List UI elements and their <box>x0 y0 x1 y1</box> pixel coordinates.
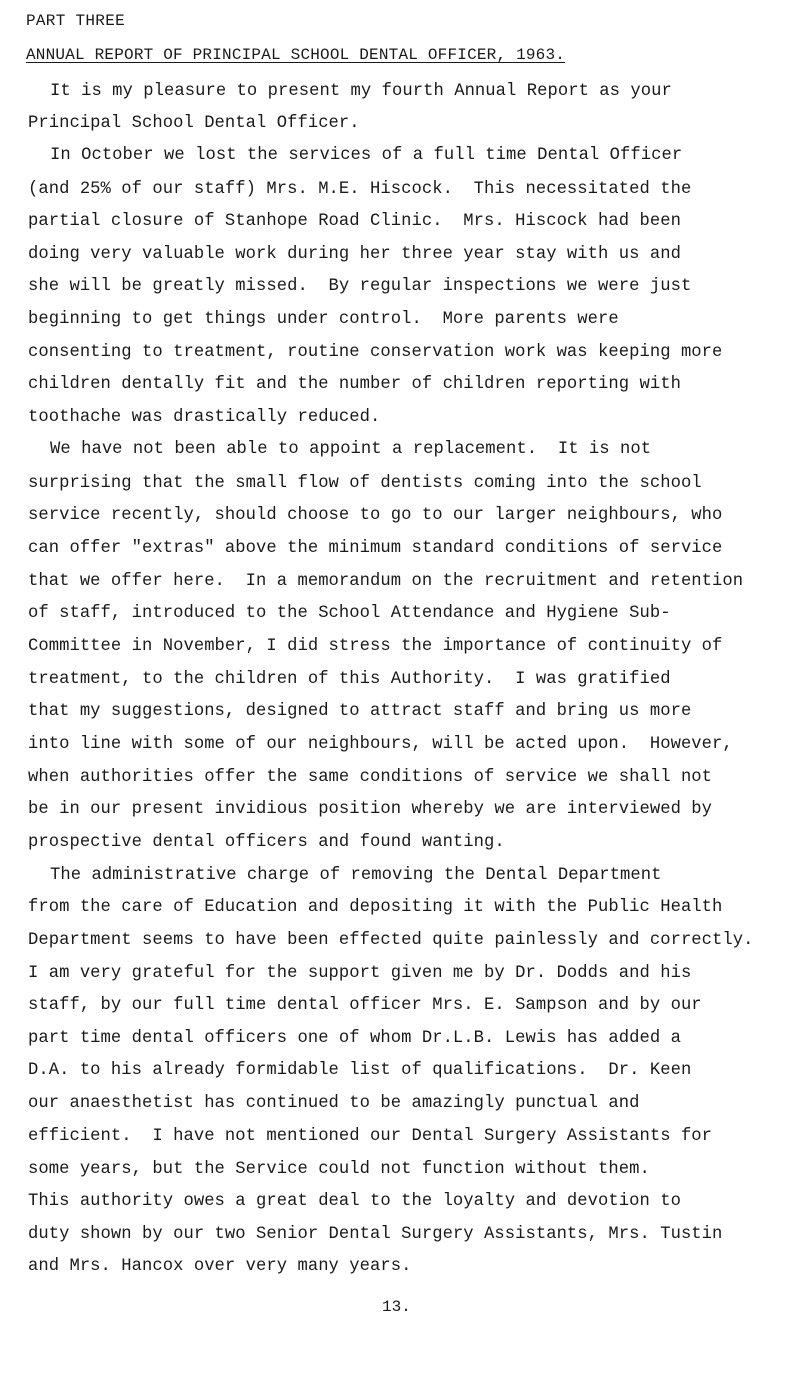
text-line: toothache was drastically reduced. <box>28 408 381 427</box>
text-line: when authorities offer the same conditions of service we shall not <box>28 768 713 787</box>
text-line: children dentally fit and the number of children reporting with <box>28 375 681 394</box>
text-line: and Mrs. Hancox over very many years. <box>28 1257 412 1276</box>
text-line: part time dental officers one of whom Dr.L.B. Lewis has added a <box>28 1029 681 1048</box>
text-line: some years, but the Service could not function without them. <box>28 1160 650 1179</box>
text-line: This authority owes a great deal to the loyalty and devotion to <box>28 1192 681 1211</box>
text-line: prospective dental officers and found wanting. <box>28 833 505 852</box>
text-line: Department seems to have been effected quite painlessly and correctly. <box>28 931 754 950</box>
text-line: Committee in November, I did stress the importance of continuity of <box>28 637 723 656</box>
text-line: into line with some of our neighbours, will be acted upon. However, <box>28 735 733 754</box>
text-line: It is my pleasure to present my fourth Annual Report as your <box>50 82 672 101</box>
text-line: be in our present invidious position whereby we are interviewed by <box>28 800 713 819</box>
text-line: duty shown by our two Senior Dental Surgery Assistants, Mrs. Tustin <box>28 1225 723 1244</box>
text-line: efficient. I have not mentioned our Dental Surgery Assistants for <box>28 1127 713 1146</box>
text-line: partial closure of Stanhope Road Clinic. Mrs. Hiscock had been <box>28 212 681 231</box>
page-number: 13. <box>382 1298 411 1316</box>
text-line: I am very grateful for the support given me by Dr. Dodds and his <box>28 964 692 983</box>
text-line: of staff, introduced to the School Attendance and Hygiene Sub- <box>28 604 671 623</box>
text-line: Principal School Dental Officer. <box>28 114 360 133</box>
text-line: service recently, should choose to go to our larger neighbours, who <box>28 506 723 525</box>
text-line: staff, by our full time dental officer Mrs. E. Sampson and by our <box>28 996 702 1015</box>
text-line: that we offer here. In a memorandum on the recruitment and retention <box>28 572 744 591</box>
text-line: consenting to treatment, routine conservation work was keeping more <box>28 343 723 362</box>
text-line: surprising that the small flow of dentists coming into the school <box>28 474 702 493</box>
report-title: ANNUAL REPORT OF PRINCIPAL SCHOOL DENTAL OFFICER, 1963. <box>26 46 566 64</box>
part-heading: PART THREE <box>26 12 126 30</box>
text-line: D.A. to his already formidable list of qualifications. Dr. Keen <box>28 1061 692 1080</box>
text-line: she will be greatly missed. By regular inspections we were just <box>28 277 692 296</box>
text-line: can offer "extras" above the minimum standard conditions of service <box>28 539 723 558</box>
text-line: that my suggestions, designed to attract staff and bring us more <box>28 702 692 721</box>
text-line: The administrative charge of removing the Dental Department <box>50 866 662 885</box>
text-line: We have not been able to appoint a replacement. It is not <box>50 440 652 459</box>
text-line: (and 25% of our staff) Mrs. M.E. Hiscock. This necessitated the <box>28 180 692 199</box>
text-line: beginning to get things under control. More parents were <box>28 310 619 329</box>
text-line: In October we lost the services of a full time Dental Officer <box>50 146 683 165</box>
text-line: doing very valuable work during her three year stay with us and <box>28 245 681 264</box>
text-line: from the care of Education and depositing it with the Public Health <box>28 898 723 917</box>
text-line: treatment, to the children of this Authority. I was gratified <box>28 670 671 689</box>
text-line: our anaesthetist has continued to be amazingly punctual and <box>28 1094 640 1113</box>
